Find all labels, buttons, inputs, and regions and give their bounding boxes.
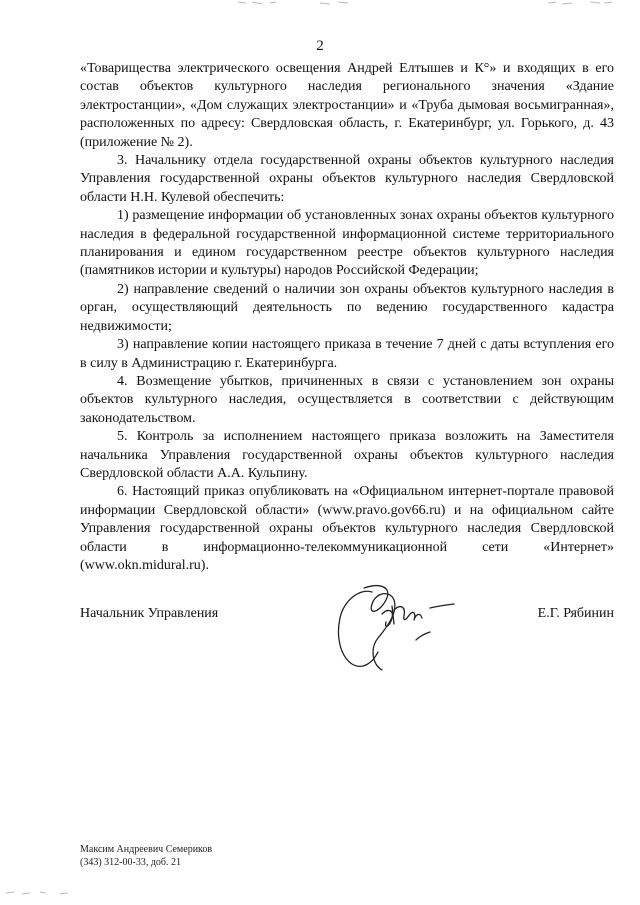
paragraph-item-4: 4. Возмещение убытков, причиненных в связи с установлением зон охраны объектов культурного наследия, осуществляется в соответствии с действующим законодательством. (80, 373, 614, 426)
paragraph-subitem-3: 3) направление копии настоящего приказа в течение 7 дней с даты вступления его в силу в Администрацию г. Екатеринбурга. (80, 337, 614, 371)
handwritten-signature (320, 578, 470, 688)
paragraph-item-6: 6. Настоящий приказ опубликовать на «Официальном интернет-портале правовой информации Свердловской области» (www.pravo.gov66.ru) и на официальном сайте Управления государственной охраны объектов культурного наследия Свердловской области в информационно-телекоммуникационной сети «Интернет» (www.okn.midural.ru). (80, 484, 614, 573)
executor-name: Максим Андреевич Семериков (80, 844, 213, 855)
signatory-position: Начальник Управления (80, 606, 219, 621)
executor-info (80, 843, 212, 869)
signature-block (80, 598, 614, 688)
executor-phone: (343) 312-00-33, доб. 21 (80, 857, 181, 868)
paragraph-subitem-2: 2) направление сведений о наличии зон охраны объектов культурного наследия в орган, осуществляющий деятельность по ведению государственного кадастра недвижимости; (80, 281, 614, 334)
paragraph-item-5: 5. Контроль за исполнением настоящего приказа возложить на Заместителя начальника Управления государственной охраны объектов культурного наследия Свердловской области А.А. Кульпину. (80, 429, 614, 481)
paragraph-continuation: «Товарищества электрического освещения Андрей Елтышев и К°» и входящих в его состав объектов культурного наследия регионального значения «Здание электростанции», «Дом служащих электростанции» и «Труба дымовая восьмигранная», расположенных по адресу: Свердловская область, г. Екатеринбург, ул. Горького, д. 43 (приложение № 2). (80, 61, 614, 150)
paragraph-subitem-1: 1) размещение информации об установленных зонах охраны объектов культурного наследия в федеральной государственной информационной системе территориального планирования и едином государственном реестре объектов культурного наследия (памятников истории и культуры) народов Российской Федерации; (80, 208, 614, 279)
signatory-name: Е.Г. Рябинин (537, 606, 614, 621)
paragraph-item-3: 3. Начальнику отдела государственной охраны объектов культурного наследия Управления государственной охраны объектов культурного наследия Свердловской области Н.Н. Кулевой обеспечить: (80, 153, 614, 205)
page-number: 2 (316, 38, 324, 54)
document-body (80, 60, 614, 575)
